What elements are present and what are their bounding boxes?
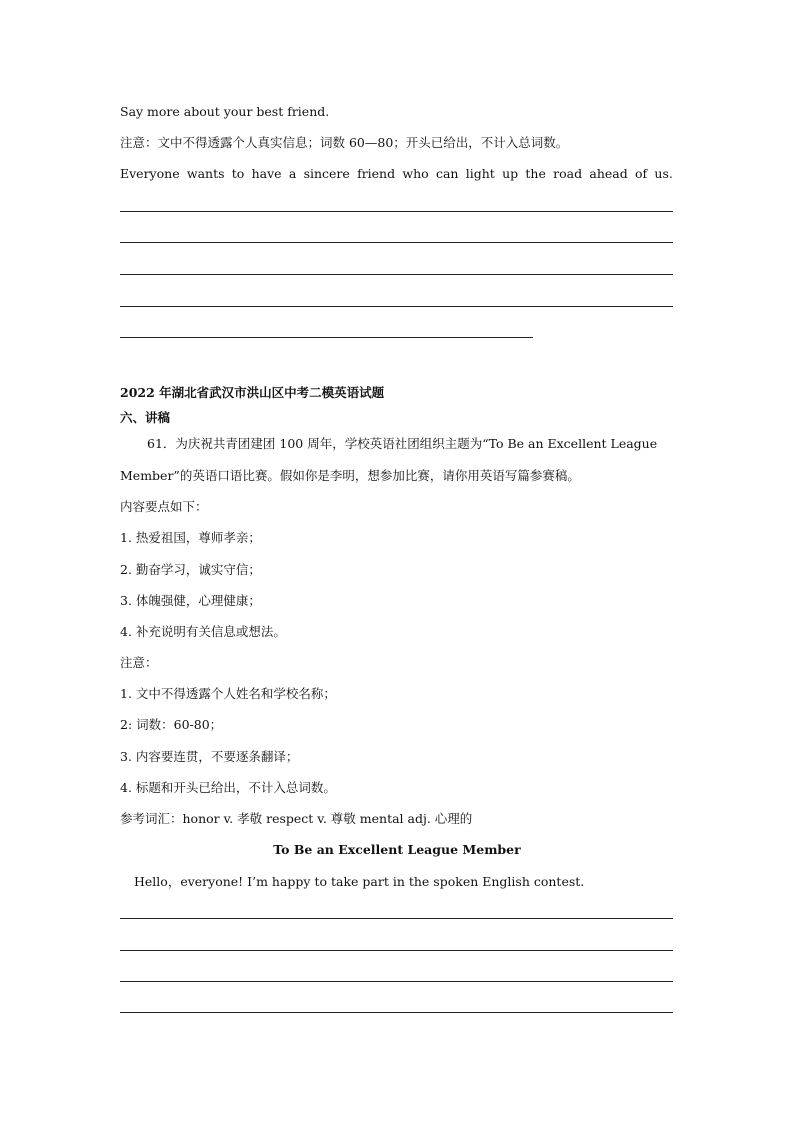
- answer-line: [120, 950, 673, 951]
- answer-line: [120, 306, 673, 307]
- opening-word: friend: [357, 166, 396, 181]
- opening-word: to: [231, 166, 245, 181]
- answer-line: [120, 211, 673, 212]
- note-item: 3. 内容要连贯，不要逐条翻译；: [120, 749, 299, 764]
- opening-word: wants: [186, 166, 225, 181]
- essay-opening: Hello，everyone! I’m happy to take part in the spoken English contest.: [134, 874, 585, 889]
- exam-title: 2022 年湖北省武汉市洪山区中考二模英语试题: [120, 385, 385, 400]
- answer-line: [120, 274, 673, 275]
- opening-word: us.: [654, 166, 673, 181]
- opening-word: up: [502, 166, 519, 181]
- opening-word: light: [465, 166, 495, 181]
- vocabulary-line: 参考词汇：honor v. 孝敬 respect v. 尊敬 mental adj. 心理的: [120, 811, 473, 826]
- point-item: 3. 体魄强健，心理健康；: [120, 593, 261, 608]
- answer-line: [120, 918, 673, 919]
- question-text-line-2: Member”的英语口语比赛。假如你是李明，想参加比赛，请你用英语写篇参赛稿。: [120, 468, 580, 483]
- opening-word: a: [288, 166, 297, 181]
- opening-word: who: [402, 166, 429, 181]
- notes-heading: 注意：: [120, 655, 158, 670]
- note-item: 1. 文中不得透露个人姓名和学校名称；: [120, 686, 336, 701]
- essay-title: To Be an Excellent League Member: [273, 842, 521, 857]
- opening-word: ahead: [589, 166, 628, 181]
- note-item: 4. 标题和开头已给出，不计入总词数。: [120, 780, 336, 795]
- point-item: 2. 勤奋学习，诚实守信；: [120, 562, 261, 577]
- note-item: 2: 词数：60-80；: [120, 717, 223, 732]
- opening-word: can: [435, 166, 459, 181]
- opening-word: of: [635, 166, 648, 181]
- answer-line: [120, 981, 673, 982]
- part-title: 六、讲稿: [120, 410, 171, 425]
- writing-note: 注意：文中不得透露个人真实信息；词数 60—80；开头已给出，不计入总词数。: [120, 135, 569, 150]
- opening-word: the: [525, 166, 546, 181]
- answer-line: [120, 242, 673, 243]
- question-text-line-1: 61．为庆祝共青团建团 100 周年，学校英语社团组织主题为“To Be an Excellent League: [147, 436, 658, 451]
- essay-opening-line: [120, 166, 673, 182]
- points-heading: 内容要点如下：: [120, 499, 208, 514]
- point-item: 4. 补充说明有关信息或想法。: [120, 624, 286, 639]
- opening-word: road: [553, 166, 583, 181]
- opening-word: sincere: [303, 166, 350, 181]
- answer-line: [120, 337, 533, 338]
- answer-line: [120, 1012, 673, 1013]
- writing-prompt: Say more about your best friend.: [120, 104, 330, 119]
- opening-word: Everyone: [120, 166, 180, 181]
- point-item: 1. 热爱祖国，尊师孝亲；: [120, 530, 261, 545]
- opening-word: have: [251, 166, 282, 181]
